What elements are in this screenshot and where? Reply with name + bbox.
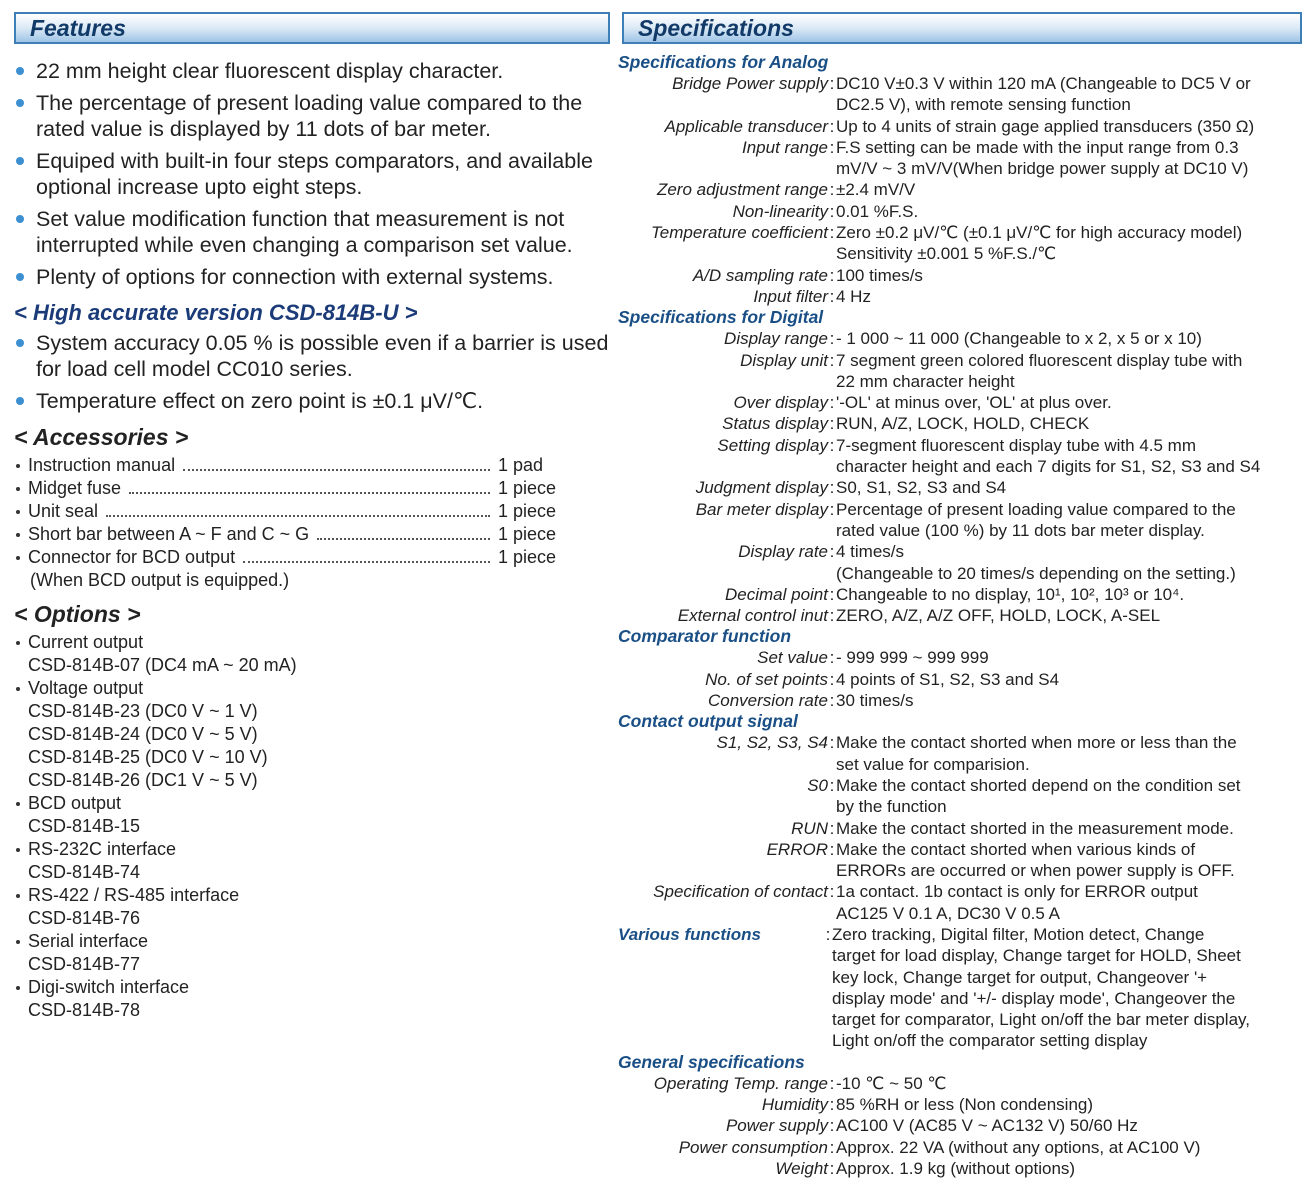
spec-label: RUN [791, 818, 828, 838]
specifications-header [622, 12, 1302, 44]
spec-label: Temperature coefficient [650, 223, 828, 243]
spec-value: - 999 999 ~ 999 999 [836, 648, 989, 668]
spec-value: Approx. 22 VA (without any options, at AC100 V) [836, 1137, 1201, 1157]
spec-value: 30 times/s [836, 691, 914, 711]
spec-label: Non-linearity [732, 201, 828, 221]
high-accurate-list [14, 330, 610, 414]
spec-value: Make the contact shorted depend on the condition set by the function [836, 775, 1241, 817]
dot-leader [106, 500, 490, 517]
spec-row: Judgment display : S0, S1, S2, S3 and S4 [622, 477, 1302, 498]
spec-label: Setting display [717, 435, 828, 455]
dot-leader [183, 454, 490, 471]
spec-value: Zero tracking, Digital filter, Motion detect, Change target for load display, Change target for HOLD, Sheet key lock, Change target for output, Changeover '+ display mode' and '+/- display mode', Changeover the target for comparator, Light on/off the bar meter display, Light on/off the comparator setting display [832, 924, 1250, 1051]
option-group: Current output CSD-814B-07 (DC4 mA ~ 20 mA) [14, 631, 610, 677]
spec-row: Input range : F.S setting can be made with the input range from 0.3 mV/V ~ 3 mV/V(When bridge power supply at DC10 V) [622, 137, 1302, 180]
spec-value: DC10 V±0.3 V within 120 mA (Changeable to DC5 V or DC2.5 V), with remote sensing function [836, 74, 1251, 115]
spec-value: AC100 V (AC85 V ~ AC132 V) 50/60 Hz [836, 1116, 1138, 1136]
spec-row: S0 : Make the contact shorted depend on the condition set by the function [622, 775, 1302, 818]
feature-item: Plenty of options for connection with external systems. [14, 264, 610, 290]
spec-label: Display range [724, 329, 828, 349]
spec-label: Bar meter display [695, 499, 828, 519]
spec-value: Approx. 1.9 kg (without options) [836, 1158, 1076, 1178]
option-group: Digi-switch interface CSD-814B-78 [14, 976, 610, 1022]
bullet-icon [16, 986, 20, 990]
spec-row: Display range : - 1 000 ~ 11 000 (Changeable to x 2, x 5 or x 10) [622, 328, 1302, 349]
spec-value: S0, S1, S2, S3 and S4 [836, 478, 1007, 498]
bullet-icon [16, 641, 20, 645]
spec-label: Specification of contact [653, 882, 828, 902]
bullet-icon [16, 556, 20, 560]
dot-leader [243, 546, 490, 563]
spec-value: 1a contact. 1b contact is only for ERROR output AC125 V 0.1 A, DC30 V 0.5 A [836, 882, 1198, 923]
spec-row: Operating Temp. range : -10 ℃ ~ 50 ℃ [622, 1073, 1302, 1094]
spec-label: Judgment display [695, 478, 828, 498]
bullet-icon [16, 510, 20, 514]
spec-row: Display unit : 7 segment green colored fluorescent display tube with 22 mm character height [622, 350, 1302, 393]
spec-value: - 1 000 ~ 11 000 (Changeable to x 2, x 5 or x 10) [836, 329, 1202, 349]
spec-value: 0.01 %F.S. [836, 201, 919, 221]
feature-item: The percentage of present loading value compared to the rated value is displayed by 11 dots of bar meter. [14, 90, 610, 142]
spec-label: S1, S2, S3, S4 [716, 733, 828, 753]
accessories-title: < Accessories > [14, 424, 189, 450]
spec-label: Input filter [753, 286, 828, 306]
spec-row: Display rate : 4 times/s (Changeable to 20 times/s depending on the setting.) [622, 541, 1302, 584]
contact-spec-table [622, 732, 1302, 924]
spec-row: Bar meter display : Percentage of present loading value compared to the rated value (100 %) by 11 dots bar meter display. [622, 499, 1302, 542]
general-spec-table [622, 1073, 1302, 1179]
spec-value: Make the contact shorted when more or less than the set value for comparision. [836, 733, 1237, 774]
spec-row: Decimal point : Changeable to no display, 10¹, 10², 10³ or 10⁴. [622, 584, 1302, 605]
spec-label: Status display [722, 414, 828, 434]
features-header [14, 12, 610, 44]
bullet-icon [16, 533, 20, 537]
spec-value: Changeable to no display, 10¹, 10², 10³ or 10⁴. [836, 584, 1185, 604]
bullet-icon [16, 339, 24, 347]
digital-section-title: Specifications for Digital [618, 307, 824, 328]
spec-row: Setting display : 7-segment fluorescent display tube with 4.5 mm character height and each 7 digits for S1, S2, S3 and S4 [622, 435, 1302, 478]
spec-label: Display unit [740, 350, 828, 370]
features-title: Features [30, 15, 126, 41]
spec-row: Applicable transducer : Up to 4 units of strain gage applied transducers (350 Ω) [622, 116, 1302, 137]
spec-row: A/D sampling rate : 100 times/s [622, 265, 1302, 286]
spec-value: '-OL' at minus over, 'OL' at plus over. [836, 393, 1112, 413]
spec-value: -10 ℃ ~ 50 ℃ [836, 1073, 947, 1093]
contact-section-title: Contact output signal [618, 711, 798, 732]
spec-label: Weight [775, 1158, 828, 1178]
dot-leader [129, 477, 490, 494]
spec-value: Zero ±0.2 μV/℃ (±0.1 μV/℃ for high accuracy model) Sensitivity ±0.001 5 %F.S./℃ [836, 223, 1243, 264]
spec-label: Set value [757, 648, 828, 668]
bullet-icon [16, 157, 24, 165]
options-list [14, 631, 610, 1022]
bullet-icon [16, 99, 24, 107]
spec-row: Status display : RUN, A/Z, LOCK, HOLD, CHECK [622, 413, 1302, 434]
features-list [14, 58, 610, 290]
accessory-item: Connector for BCD output 1 piece [14, 546, 610, 569]
spec-label: No. of set points [705, 669, 828, 689]
spec-row: Power consumption : Approx. 22 VA (without any options, at AC100 V) [622, 1137, 1302, 1158]
spec-row: Specification of contact : 1a contact. 1b contact is only for ERROR output AC125 V 0.1 A, DC30 V 0.5 A [622, 881, 1302, 924]
analog-spec-table [622, 73, 1302, 307]
comparator-section-title: Comparator function [618, 626, 792, 647]
spec-label: Applicable transducer [664, 116, 828, 136]
spec-value: 4 Hz [836, 286, 871, 306]
spec-row: Set value : - 999 999 ~ 999 999 [622, 647, 1302, 668]
bullet-icon [16, 464, 20, 468]
spec-row: Bridge Power supply : DC10 V±0.3 V within 120 mA (Changeable to DC5 V or DC2.5 V), with remote sensing function [622, 73, 1302, 116]
option-group: Serial interface CSD-814B-77 [14, 930, 610, 976]
spec-label: Conversion rate [707, 691, 828, 711]
accessory-item: Unit seal 1 piece [14, 500, 610, 523]
option-group: Voltage output CSD-814B-23 (DC0 V ~ 1 V) CSD-814B-24 (DC0 V ~ 5 V) CSD-814B-25 (DC0 V ~ 10 V) CSD-814B-26 (DC1 V ~ 5 V) [14, 677, 610, 792]
digital-spec-table [622, 328, 1302, 626]
spec-value: 85 %RH or less (Non condensing) [836, 1095, 1094, 1115]
spec-value: Percentage of present loading value compared to the rated value (100 %) by 11 dots bar meter display. [836, 499, 1236, 540]
bullet-icon [16, 848, 20, 852]
option-group: RS-422 / RS-485 interface CSD-814B-76 [14, 884, 610, 930]
spec-row: Weight : Approx. 1.9 kg (without options) [622, 1158, 1302, 1179]
spec-label: Decimal point [725, 584, 828, 604]
accessory-item: Short bar between A ~ F and C ~ G 1 piece [14, 523, 610, 546]
spec-label: Power consumption [678, 1137, 828, 1157]
spec-row: ERROR : Make the contact shorted when various kinds of ERRORs are occurred or when power supply is OFF. [622, 839, 1302, 882]
feature-item: Set value modification function that measurement is not interrupted while even changing a comparison set value. [14, 206, 610, 258]
spec-label: Display rate [738, 542, 828, 562]
spec-value: 7-segment fluorescent display tube with 4.5 mm character height and each 7 digits for S1, S2, S3 and S4 [836, 435, 1261, 477]
spec-label: Humidity [761, 1095, 828, 1115]
feature-item: Temperature effect on zero point is ±0.1 μV/℃. [14, 388, 610, 414]
accessory-item: Midget fuse 1 piece [14, 477, 610, 500]
spec-row: Non-linearity : 0.01 %F.S. [622, 201, 1302, 222]
option-group: BCD output CSD-814B-15 [14, 792, 610, 838]
bullet-icon [16, 215, 24, 223]
option-group: RS-232C interface CSD-814B-74 [14, 838, 610, 884]
bullet-icon [16, 687, 20, 691]
spec-label: Power supply [725, 1116, 828, 1136]
accessories-list [14, 454, 610, 569]
specifications-title: Specifications [638, 15, 794, 41]
high-accurate-title: < High accurate version CSD-814B-U > [14, 300, 418, 325]
spec-row: Humidity : 85 %RH or less (Non condensing) [622, 1094, 1302, 1115]
spec-row: Input filter : 4 Hz [622, 286, 1302, 307]
dot-leader [317, 523, 490, 540]
analog-section-title: Specifications for Analog [618, 52, 829, 72]
spec-value: Make the contact shorted when various kinds of ERRORs are occurred or when power supply is OFF. [836, 839, 1235, 881]
bullet-icon [16, 273, 24, 281]
spec-row: Over display : '-OL' at minus over, 'OL' at plus over. [622, 392, 1302, 413]
spec-row: Power supply : AC100 V (AC85 V ~ AC132 V) 50/60 Hz [622, 1115, 1302, 1136]
feature-item: System accuracy 0.05 % is possible even if a barrier is used for load cell model CC010 series. [14, 330, 610, 382]
spec-label: Operating Temp. range [653, 1073, 828, 1093]
feature-item: Equiped with built-in four steps comparators, and available optional increase upto eight steps. [14, 148, 610, 200]
spec-row: S1, S2, S3, S4 : Make the contact shorted when more or less than the set value for comparision. [622, 732, 1302, 775]
spec-row: Conversion rate : 30 times/s [622, 690, 1302, 711]
spec-row: No. of set points : 4 points of S1, S2, S3 and S4 [622, 669, 1302, 690]
various-functions-row: Various functions : Zero tracking, Digital filter, Motion detect, Change target for load display, Change target for HOLD, Sheet key lock, Change target for output, Changeover '+ display mode' and '+/- display mode', Changeover the target for comparator, Light on/off the bar meter display, Light on/off the comparator setting display [618, 924, 1302, 1052]
spec-label: S0 [807, 775, 828, 795]
spec-label: Bridge Power supply [672, 74, 828, 93]
spec-value: 7 segment green colored fluorescent display tube with 22 mm character height [836, 350, 1243, 391]
spec-label: Input range [741, 137, 828, 157]
comparator-spec-table [622, 647, 1302, 711]
spec-value: 100 times/s [836, 265, 923, 285]
spec-label: ERROR [766, 839, 828, 859]
spec-value: 4 points of S1, S2, S3 and S4 [836, 669, 1060, 689]
spec-value: ±2.4 mV/V [836, 180, 916, 200]
spec-value: Make the contact shorted in the measurement mode. [836, 818, 1234, 838]
spec-row: Temperature coefficient : Zero ±0.2 μV/℃ (±0.1 μV/℃ for high accuracy model) Sensitivity ±0.001 5 %F.S./℃ [622, 222, 1302, 265]
right-column [618, 12, 1302, 1179]
bullet-icon [16, 940, 20, 944]
accessory-note: (When BCD output is equipped.) [30, 570, 290, 590]
accessory-item: Instruction manual 1 pad [14, 454, 610, 477]
bullet-icon [16, 67, 24, 75]
bullet-icon [16, 894, 20, 898]
feature-item: 22 mm height clear fluorescent display character. [14, 58, 610, 84]
spec-row: Zero adjustment range : ±2.4 mV/V [622, 179, 1302, 200]
spec-value: Up to 4 units of strain gage applied transducers (350 Ω) [836, 116, 1255, 136]
spec-label: Various functions [618, 924, 761, 944]
general-section-title: General specifications [618, 1051, 805, 1072]
spec-label: Zero adjustment range [656, 180, 828, 200]
bullet-icon [16, 802, 20, 806]
spec-row: RUN : Make the contact shorted in the measurement mode. [622, 818, 1302, 839]
spec-value: ZERO, A/Z, A/Z OFF, HOLD, LOCK, A-SEL [836, 606, 1161, 626]
spec-row: External control inut : ZERO, A/Z, A/Z OFF, HOLD, LOCK, A-SEL [622, 605, 1302, 626]
spec-label: A/D sampling rate [692, 265, 828, 285]
spec-label: Over display [733, 393, 828, 413]
spec-value: RUN, A/Z, LOCK, HOLD, CHECK [836, 414, 1090, 434]
spec-value: F.S setting can be made with the input range from 0.3 mV/V ~ 3 mV/V(When bridge power supply at DC10 V) [836, 137, 1249, 179]
spec-label: External control inut [677, 606, 828, 626]
spec-value: 4 times/s (Changeable to 20 times/s depending on the setting.) [836, 542, 1236, 583]
bullet-icon [16, 397, 24, 405]
options-title: < Options > [14, 601, 141, 627]
bullet-icon [16, 487, 20, 491]
left-column [14, 12, 610, 1022]
